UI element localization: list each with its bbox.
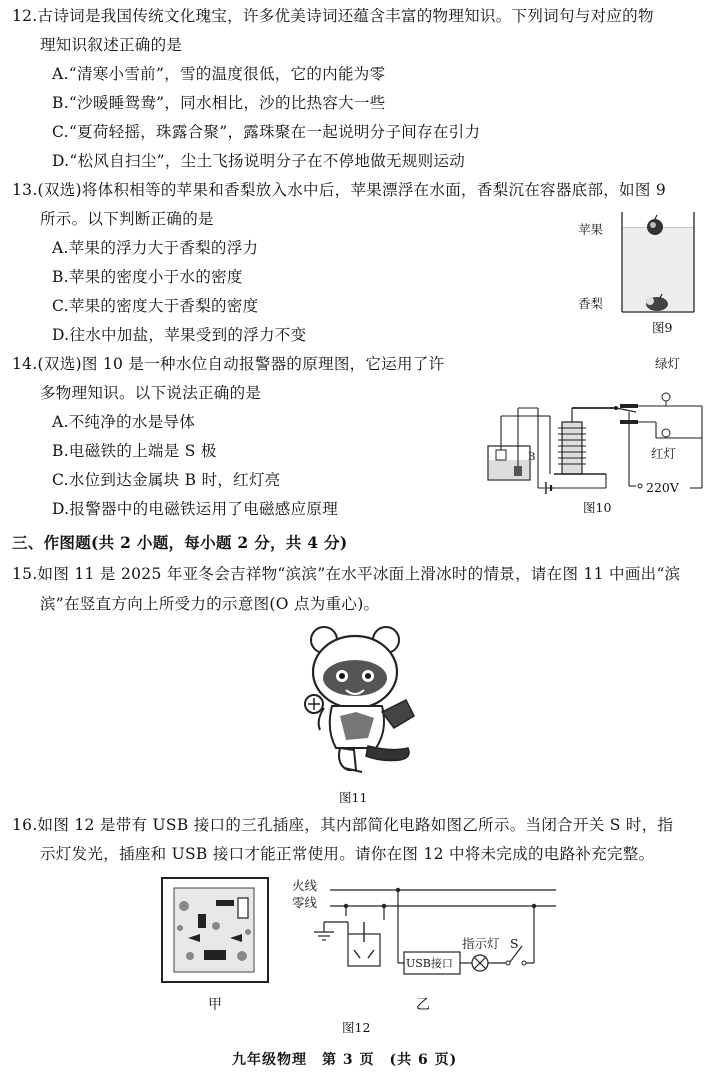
q14-option-b: B.电磁铁的上端是 S 极	[52, 442, 217, 460]
q13-stem-line1: 13.(双选)将体积相等的苹果和香梨放入水中后，苹果漂浮在水面，香梨沉在容器底部，如图 9	[12, 181, 667, 199]
q12-option-b: B.“沙暖睡鸳鸯”，同水相比，沙的比热容大一些	[52, 94, 386, 112]
q13-option-c: C.苹果的密度大于香梨的密度	[52, 297, 259, 315]
figure-10-block-b-label: B	[528, 452, 536, 463]
figure-12-switch-label: S	[510, 936, 519, 951]
q12-stem-line1: 12.古诗词是我国传统文化瑰宝，许多优美诗词还蕴含丰富的物理知识。下列词句与对应的物	[12, 7, 654, 25]
q13-option-d: D.往水中加盐，苹果受到的浮力不变	[52, 326, 307, 344]
apple-shape	[647, 215, 663, 235]
q12-option-a: A.“清寒小雪前”，雪的温度很低，它的内能为零	[52, 65, 386, 83]
q12-stem-line2: 理知识叙述正确的是	[40, 36, 183, 54]
figure-12-live-wire-label: 火线	[292, 878, 318, 893]
figure-9-caption: 图9	[652, 320, 673, 335]
q13-option-a: A.苹果的浮力大于香梨的浮力	[52, 239, 259, 257]
figure-12-neutral-wire-label: 零线	[292, 895, 318, 910]
figure-10-circuit-drawing	[486, 378, 706, 496]
figure-10-red-lamp-label: 红灯	[651, 446, 677, 461]
q15-stem-line1: 15.如图 11 是 2025 年亚冬会吉祥物“滨滨”在水平冰面上滑冰时的情景，请在图 11 中画出“滨	[12, 565, 681, 583]
figure-12-yi-label: 乙	[416, 997, 430, 1013]
q12-option-d: D.“松风自扫尘”，尘土飞扬说明分子在不停地做无规则运动	[52, 152, 466, 170]
q14-stem-line1: 14.(双选)图 10 是一种水位自动报警器的原理图，它运用了许	[12, 355, 445, 373]
figure-12-socket-panel-drawing	[160, 876, 272, 986]
q16-stem-line1: 16.如图 12 是带有 USB 接口的三孔插座，其内部简化电路如图乙所示。当闭合开关 S 时，指	[12, 816, 674, 834]
figure-9-container-drawing	[620, 210, 700, 320]
figure-9-pear-label: 香梨	[578, 296, 604, 311]
q16-stem-line2: 示灯发光，插座和 USB 接口才能正常使用。请你在图 12 中将未完成的电路补充完整。	[40, 845, 655, 863]
figure-12-jia-label: 甲	[208, 997, 222, 1013]
q14-option-d: D.报警器中的电磁铁运用了电磁感应原理	[52, 500, 339, 518]
q14-option-c: C.水位到达金属块 B 时，红灯亮	[52, 471, 281, 489]
q13-stem-line2: 所示。以下判断正确的是	[40, 210, 214, 228]
figure-12-lamp-label: 指示灯	[462, 936, 500, 951]
q14-stem-line2: 多物理知识。以下说法正确的是	[40, 384, 262, 402]
figure-12-caption: 图12	[342, 1020, 371, 1035]
mascot-binbin-illustration	[296, 620, 436, 780]
figure-10-green-lamp-label: 绿灯	[655, 356, 681, 371]
page-footer: 九年级物理 第 3 页 (共 6 页)	[232, 1052, 458, 1068]
figure-11-caption: 图11	[339, 790, 368, 805]
figure-10-voltage-label: 220V	[646, 480, 679, 495]
section-3-heading: 三、作图题(共 2 小题，每小题 2 分，共 4 分)	[12, 533, 348, 552]
q14-option-a: A.不纯净的水是导体	[52, 413, 196, 431]
figure-12-usb-label: USB接口	[406, 957, 453, 970]
figure-10-caption: 图10	[583, 500, 612, 515]
figure-9-apple-label: 苹果	[578, 222, 604, 237]
q12-option-c: C.“夏荷轻摇，珠露合聚”，露珠聚在一起说明分子间存在引力	[52, 123, 481, 141]
q15-stem-line2: 滨”在竖直方向上所受力的示意图(O 点为重心)。	[40, 595, 380, 613]
q13-option-b: B.苹果的密度小于水的密度	[52, 268, 243, 286]
